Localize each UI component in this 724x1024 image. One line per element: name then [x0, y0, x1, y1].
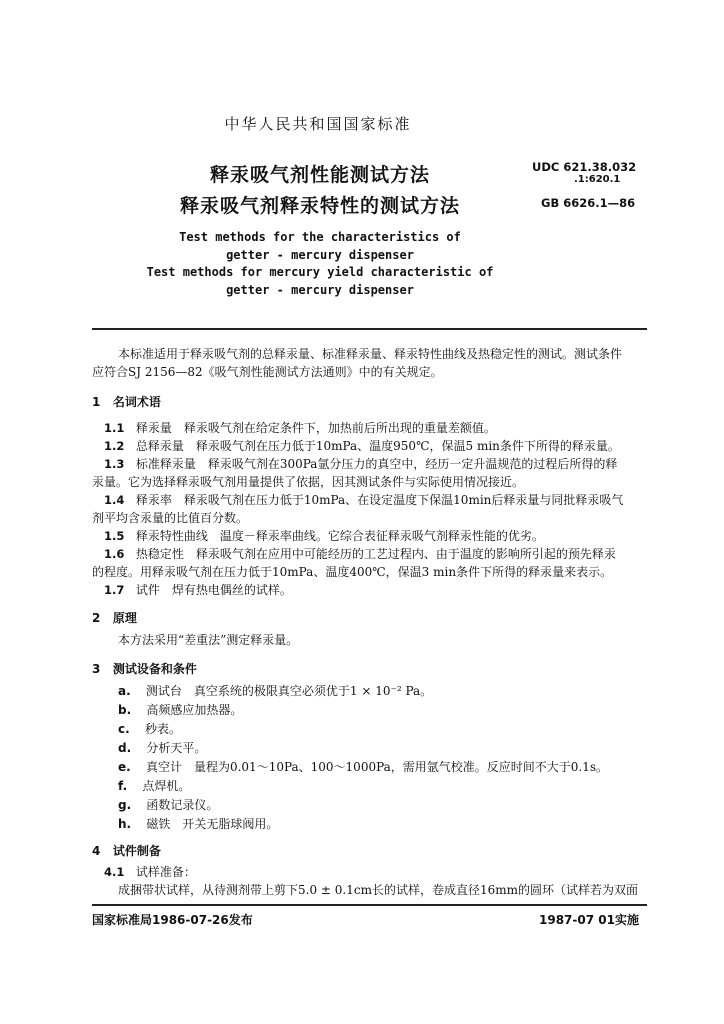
equipment-item-f	[118, 778, 190, 794]
item-label: e.	[118, 760, 131, 774]
section2-number: 2	[92, 611, 101, 625]
section1-title: 名词术语	[112, 395, 161, 409]
term-number: 1.3	[104, 457, 125, 471]
section4-number: 4	[92, 844, 101, 858]
gb-number: GB 6626.1—86	[541, 196, 636, 210]
section4-title: 试件制备	[112, 844, 161, 858]
item-label: c.	[118, 722, 130, 736]
item-text: 测试台 真空系统的极限真空必须优于1 × 10⁻² Pa。	[145, 684, 433, 698]
section1-number: 1	[92, 395, 101, 409]
term-text: 热稳定性 释汞吸气剂在应用中可能经历的工艺过程内、由于温度的影响所引起的预先释汞	[135, 547, 616, 561]
header-rule	[92, 328, 647, 330]
equipment-item-b	[118, 702, 242, 718]
term-1-3-continued: 汞量。它为选择释汞吸气剂用量提供了依据，因其测试条件与实际使用情况接近。	[92, 475, 525, 489]
intro-line1: 本标准适用于释汞吸气剂的总释汞量、标准释汞量、释汞特性曲线及热稳定性的测试。测试条件	[118, 347, 623, 361]
term-number: 1.2	[104, 439, 125, 453]
section2-text: 本方法采用“差重法”测定释汞量。	[118, 633, 299, 647]
section3-number: 3	[92, 662, 101, 676]
term-1-6-continued: 的程度。用释汞吸气剂在压力低于10mPa、温度400℃，保温3 min条件下所得的释汞量来表示。	[92, 565, 613, 579]
term-number: 1.5	[104, 529, 125, 543]
term-text: 释汞特性曲线 温度－释汞率曲线。它综合表征释汞吸气剂释汞性能的优劣。	[135, 529, 544, 543]
section3-heading	[92, 660, 197, 677]
title-en-line2: getter - mercury dispenser	[226, 248, 414, 262]
intro-line2: 应符合SJ 2156—82《吸气剂性能测试方法通则》中的有关规定。	[92, 365, 443, 379]
item-label: d.	[118, 741, 132, 755]
term-text: 总释汞量 释汞吸气剂在压力低于10mPa、温度950℃，保温5 min条件下所得的释汞量。	[135, 439, 620, 453]
equipment-item-e	[118, 759, 608, 775]
udc-number-continued: .1:620.1	[574, 174, 621, 185]
term-1-5	[104, 528, 544, 544]
equipment-item-c	[118, 721, 181, 737]
section4-heading	[92, 842, 161, 859]
section4-1-text: 成捆带状试样，从待测剂带上剪下5.0 ± 0.1cm长的试样，卷成直径16mm的圆环（试样若为双面	[118, 883, 638, 897]
issue-date: 国家标准局1986-07-26发布	[92, 913, 253, 927]
item-label: g.	[118, 798, 132, 812]
item-label: h.	[118, 817, 132, 831]
title-zh-line1: 释汞吸气剂性能测试方法	[209, 164, 430, 186]
title-en-line1: Test methods for the characteristics of	[179, 230, 461, 244]
term-number: 1.1	[104, 421, 125, 435]
section2-title: 原理	[112, 611, 137, 625]
item-label: f.	[118, 779, 128, 793]
sub-title: 试样准备：	[135, 865, 196, 879]
title-en-line4: getter - mercury dispenser	[226, 283, 414, 297]
term-number: 1.4	[104, 493, 125, 507]
section3-title: 测试设备和条件	[112, 662, 197, 676]
item-text: 点焊机。	[142, 779, 191, 793]
item-text: 函数记录仪。	[146, 798, 219, 812]
term-1-3	[104, 456, 617, 472]
section2-heading	[92, 609, 137, 626]
title-en-line3: Test methods for mercury yield characteristic of	[146, 265, 494, 279]
item-text: 分析天平。	[146, 741, 207, 755]
item-text: 磁铁 开关无脂球阀用。	[146, 817, 279, 831]
title-zh-line2: 释汞吸气剂释汞特性的测试方法	[179, 195, 460, 217]
term-1-6	[104, 546, 616, 562]
term-1-4-continued: 剂平均含汞量的比值百分数。	[92, 511, 249, 525]
term-text: 标准释汞量 释汞吸气剂在300Pa氩分压力的真空中，经历一定升温规范的过程后所得的释	[135, 457, 618, 471]
item-text: 真空计 量程为0.01～10Pa、100～1000Pa，需用氩气校准。反应时间不大于0.1s。	[145, 760, 609, 774]
item-label: b.	[118, 703, 132, 717]
sub-number: 4.1	[104, 865, 125, 879]
item-label: a.	[118, 684, 131, 698]
udc-number: UDC 621.38.032	[532, 160, 637, 174]
effective-date: 1987-07 01实施	[539, 913, 639, 927]
term-number: 1.6	[104, 547, 125, 561]
term-1-4	[104, 492, 623, 508]
equipment-item-h	[118, 816, 278, 832]
item-text: 秒表。	[144, 722, 181, 736]
section4-1-heading	[104, 864, 196, 880]
term-text: 试件 焊有热电偶丝的试样。	[135, 583, 292, 597]
footer-rule	[92, 904, 647, 906]
equipment-item-g	[118, 797, 218, 813]
term-1-1	[104, 420, 496, 436]
national-standard-header: 中华人民共和国国家标准	[224, 115, 412, 133]
equipment-item-d	[118, 740, 206, 756]
equipment-item-a	[118, 683, 432, 699]
item-text: 高频感应加热器。	[146, 703, 243, 717]
term-number: 1.7	[104, 583, 125, 597]
term-1-2	[104, 438, 620, 454]
term-1-7	[104, 582, 292, 598]
term-text: 释汞率 释汞吸气剂在压力低于10mPa、在设定温度下保温10min后释汞量与同批释汞吸气	[135, 493, 624, 507]
term-text: 释汞量 释汞吸气剂在给定条件下，加热前后所出现的重量差额值。	[135, 421, 496, 435]
section1-heading	[92, 393, 161, 410]
